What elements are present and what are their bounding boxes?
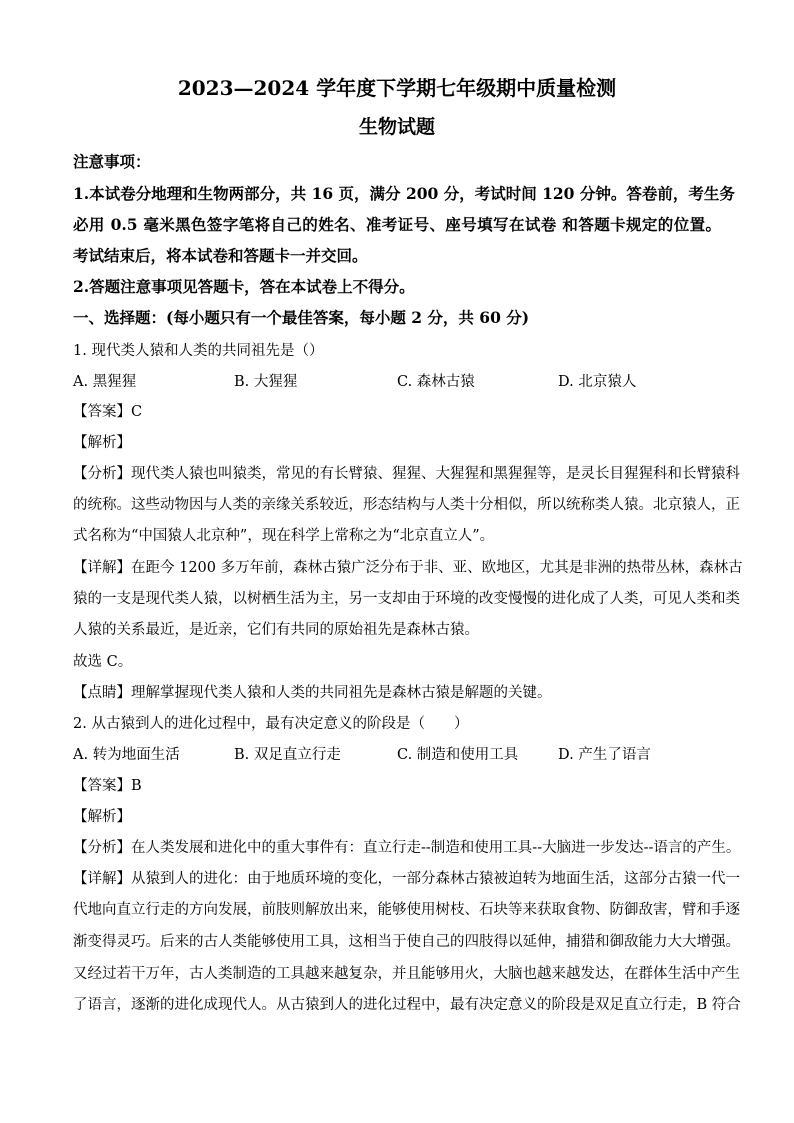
question-2-fenxi: 【分析】在人类发展和进化中的重大事件有：直立行走--制造和使用工具--大脑进一步发达--语言的产生。: [73, 840, 741, 856]
question-1-fenxi-line-2: 的统称。这些动物因与人类的亲缘关系较近，形态结构与人类十分相似，所以统称类人猿。北京猿人，正: [73, 497, 740, 513]
section-heading: 一、选择题：(每小题只有一个最佳答案，每小题 2 分，共 60 分): [73, 308, 530, 327]
question-2-analysis-label: 【解析】: [73, 809, 131, 825]
note-1-line-3: 考试结束后，将本试卷和答题卡一并交回。: [73, 246, 368, 265]
question-1-answer: 【答案】C: [73, 404, 143, 420]
question-1-option-d: D. 北京猿人: [558, 374, 637, 390]
question-2-xiangjie-line-1: 【详解】从猿到人的进化：由于地质环境的变化，一部分森林古猿被迫转为地面生活，这部分古猿一代一: [73, 871, 740, 887]
question-1-dianjing: 【点睛】理解掌握现代类人猿和人类的共同祖先是森林古猿是解题的关键。: [73, 685, 552, 701]
question-2-stem: 2. 从古猿到人的进化过程中，最有决定意义的阶段是（ ）: [73, 716, 469, 732]
question-1-option-c: C. 森林古猿: [397, 374, 475, 390]
question-2-option-b: B. 双足直立行走: [234, 747, 341, 763]
question-1-stem: 1. 现代类人猿和人类的共同祖先是（）: [73, 343, 324, 359]
question-1-option-b: B. 大猩猩: [234, 374, 298, 390]
question-1-fenxi-line-1: 【分析】现代类人猿也叫猿类，常见的有长臂猿、猩猩、大猩猩和黑猩猩等，是灵长目猩猩科和长臂猿科: [73, 466, 740, 482]
question-2-option-a: A. 转为地面生活: [73, 747, 180, 763]
note-2: 2.答题注意事项见答题卡，答在本试卷上不得分。: [73, 277, 415, 296]
question-2-answer: 【答案】B: [73, 778, 142, 794]
notes-heading: 注意事项：: [73, 152, 151, 171]
question-1-analysis-label: 【解析】: [73, 435, 131, 451]
question-2-xiangjie-line-2: 代地向直立行走的方向发展，前肢则解放出来，能够使用树枝、石块等来获取食物、防御敌害，臂和手逐: [73, 902, 740, 918]
note-1-line-2: 必用 0.5 毫米黑色签字笔将自己的姓名、准考证号、座号填写在试卷 和答题卡规定的位置。: [73, 215, 721, 234]
question-2-xiangjie-line-5: 了语言，逐渐的进化成现代人。从古猿到人的进化过程中，最有决定意义的阶段是双足直立行走，B 符合: [73, 997, 741, 1013]
question-1-xiangjie-line-2: 猿的一支是现代类人猿，以树栖生活为主，另一支却由于环境的改变慢慢的进化成了人类，可见人类和类: [73, 591, 740, 607]
question-1-fenxi-line-3: 式名称为“中国猿人北京种”，现在科学上常称之为“北京直立人”。: [73, 528, 495, 544]
question-2-xiangjie-line-4: 又经过若干万年，古人类制造的工具越来越复杂，并且能够用火，大脑也越来越发达，在群体生活中产生: [73, 966, 740, 982]
document-title: 2023—2024 学年度下学期七年级期中质量检测: [177, 76, 617, 100]
question-1-option-a: A. 黑猩猩: [73, 374, 137, 390]
question-1-xiangjie-line-1: 【详解】在距今 1200 多万年前，森林古猿广泛分布于非、亚、欧地区，尤其是非洲的热带丛林，森林古: [73, 560, 743, 576]
question-2-option-d: D. 产生了语言: [558, 747, 651, 763]
note-1-line-1: 1.本试卷分地理和生物两部分，共 16 页，满分 200 分，考试时间 120 分钟。答卷前，考生务: [73, 184, 735, 203]
question-1-conclusion: 故选 C。: [73, 654, 133, 670]
question-1-xiangjie-line-3: 人猿的关系最近，是近亲，它们有共同的原始祖先是森林古猿。: [73, 622, 479, 638]
question-2-option-c: C. 制造和使用工具: [397, 747, 519, 763]
question-2-xiangjie-line-3: 渐变得灵巧。后来的古人类能够使用工具，这相当于使自己的四肢得以延伸，捕猎和御敌能力大大增强。: [73, 934, 740, 950]
document-subtitle: 生物试题: [358, 116, 435, 138]
